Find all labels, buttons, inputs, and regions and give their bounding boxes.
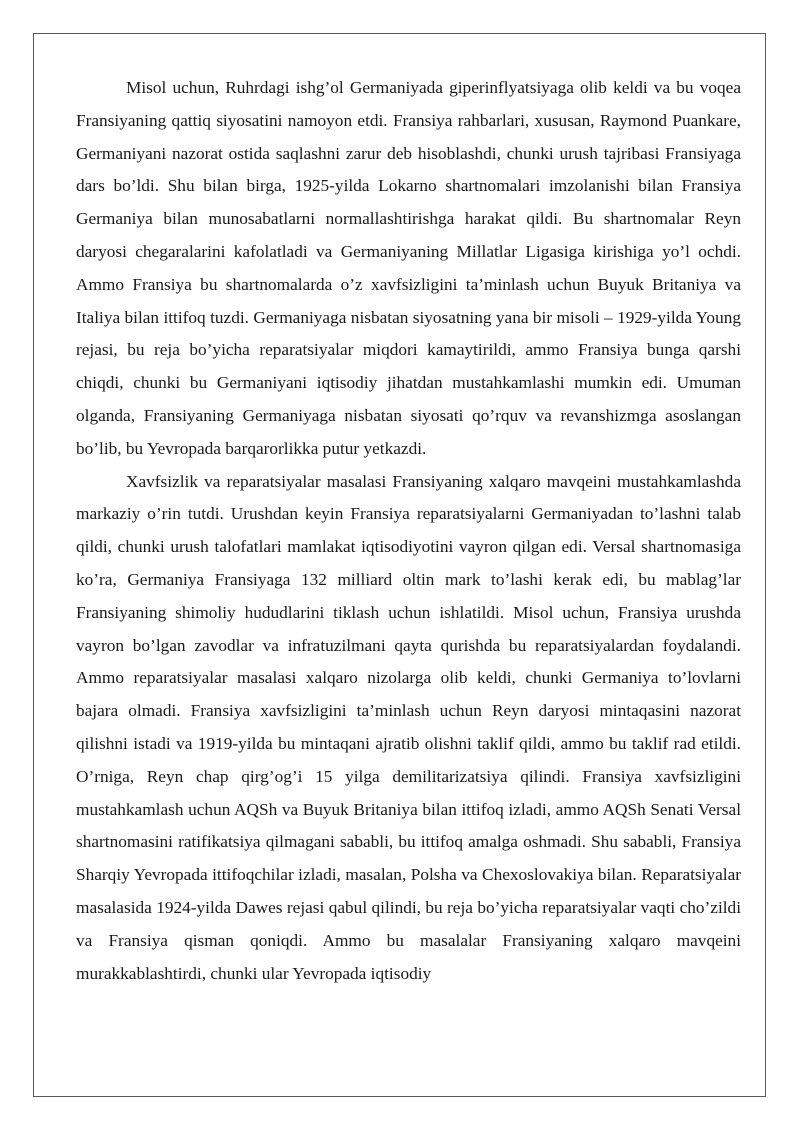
document-body (76, 72, 741, 990)
paragraph-2: Xavfsizlik va reparatsiyalar masalasi Fransiyaning xalqaro mavqeini mustahkamlashda markaziy o’rin tutdi. Urushdan keyin Fransiya reparatsiyalarni Germaniyadan to’lashni talab qildi, chunki urush talofatlari mamlakat iqtisodiyotini vayron qilgan edi. Versal shartnomasiga ko’ra, Germaniya Fransiyaga 132 milliard oltin mark to’lashi kerak edi, bu mablag’lar Fransiyaning shimoliy hududlarini tiklash uchun ishlatildi. Misol uchun, Fransiya urushda vayron bo’lgan zavodlar va infratuzilmani qayta qurishda bu reparatsiyalardan foydalandi. Ammo reparatsiyalar masalasi xalqaro nizolarga olib keldi, chunki Germaniya to’lovlarni bajara olmadi. Fransiya xavfsizligini ta’minlash uchun Reyn daryosi mintaqasini nazorat qilishni istadi va 1919-yilda bu mintaqani ajratib olishni taklif qildi, ammo bu taklif rad etildi. O’rniga, Reyn chap qirg’og’i 15 yilga demilitarizatsiya qilindi. Fransiya xavfsizligini mustahkamlash uchun AQSh va Buyuk Britaniya bilan ittifoq izladi, ammo AQSh Senati Versal shartnomasini ratifikatsiya qilmagani sababli, bu ittifoq amalga oshmadi. Shu sababli, Fransiya Sharqiy Yevropada ittifoqchilar izladi, masalan, Polsha va Chexoslovakiya bilan. Reparatsiyalar masalasida 1924-yilda Dawes rejasi qabul qilindi, bu reja bo’yicha reparatsiyalar vaqti cho’zildi va Fransiya qisman qoniqdi. Ammo bu masalalar Fransiyaning xalqaro mavqeini murakkablashtirdi, chunki ular Yevropada iqtisodiy (76, 471, 741, 983)
paragraph-1: Misol uchun, Ruhrdagi ishg’ol Germaniyada giperinflyatsiyaga olib keldi va bu voqea Fransiyaning qattiq siyosatini namoyon etdi. Fransiya rahbarlari, xususan, Raymond Puankare, Germaniyani nazorat ostida saqlashni zarur deb hisoblashdi, chunki urush tajribasi Fransiyaga dars bo’ldi. Shu bilan birga, 1925-yilda Lokarno shartnomalari imzolanishi bilan Fransiya Germaniya bilan munosabatlarni normallashtirishga harakat qildi. Bu shartnomalar Reyn daryosi chegaralarini kafolatladi va Germaniyaning Millatlar Ligasiga kirishiga yo’l ochdi. Ammo Fransiya bu shartnomalarda o’z xavfsizligini ta’minlash uchun Buyuk Britaniya va Italiya bilan ittifoq tuzdi. Germaniyaga nisbatan siyosatning yana bir misoli – 1929-yilda Young rejasi, bu reja bo’yicha reparatsiyalar miqdori kamaytirildi, ammo Fransiya bunga qarshi chiqdi, chunki bu Germaniyani iqtisodiy jihatdan mustahkamlashi mumkin edi. Umuman olganda, Fransiyaning Germaniyaga nisbatan siyosati qo’rquv va revanshizmga asoslangan bo’lib, bu Yevropada barqarorlikka putur yetkazdi. (76, 78, 741, 458)
